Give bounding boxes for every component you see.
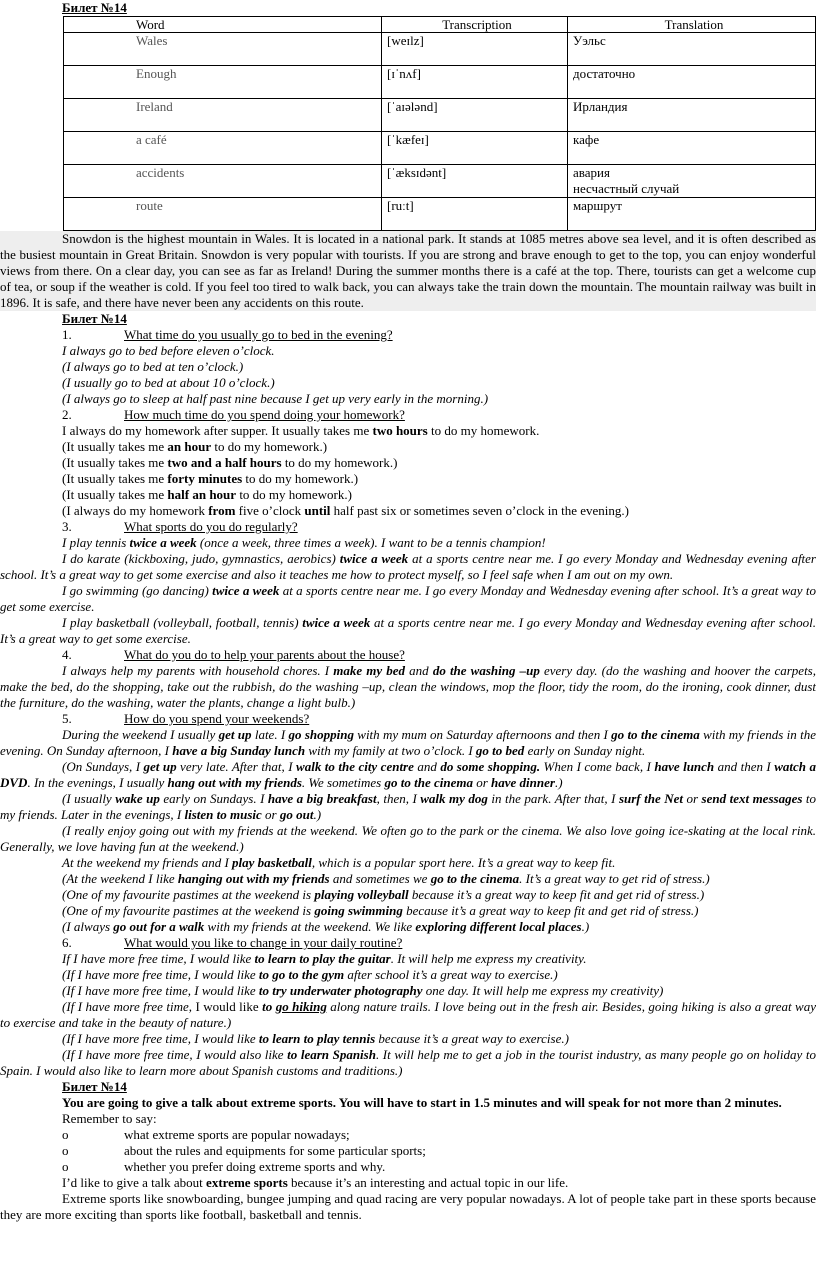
text-run: (If I have more free time, I would like xyxy=(62,1031,259,1046)
bold-phrase: from xyxy=(208,503,236,518)
text-run: (If I have more free time, I would also like xyxy=(62,1047,288,1062)
bold-phrase: to go to the gym xyxy=(258,967,345,982)
question-number: 5. xyxy=(62,711,72,726)
ticket-heading: Билет №14 xyxy=(62,311,127,326)
bold-phrase: have dinner xyxy=(491,775,555,790)
bold-phrase: play basketball xyxy=(232,855,312,870)
answer-line xyxy=(0,503,816,519)
text-run: I would like xyxy=(192,999,263,1014)
bold-phrase: playing volleyball xyxy=(314,887,409,902)
text-run: and xyxy=(405,663,433,678)
question-number: 6. xyxy=(62,935,72,950)
bold-phrase: wake up xyxy=(115,791,160,806)
table-header-row xyxy=(64,17,816,33)
bullet-marker: o xyxy=(62,1143,69,1158)
text-run: I play basketball (volleyball, football, tennis) xyxy=(62,615,303,630)
translation-line: несчастный случай xyxy=(573,181,680,196)
answer-line xyxy=(0,951,816,967)
bold-phrase: twice a week xyxy=(339,551,409,566)
answer-line xyxy=(0,455,816,471)
text-run: one day. It will help me express my creativity) xyxy=(422,983,664,998)
bold-phrase: an hour xyxy=(167,439,212,454)
cell-word: a café xyxy=(64,132,382,165)
text-run: . It’s a great way to get rid of stress.) xyxy=(519,871,710,886)
cell-translation: достаточно xyxy=(568,66,816,99)
cell-word: Wales xyxy=(64,33,382,66)
cell-transcription: [ˈæksɪdənt] xyxy=(382,165,568,198)
text-run: at a sports centre near me. I go every Monday and Wednesday evening after school. It’s a great way to get some exercise. xyxy=(0,583,816,614)
bold-phrase: go to the cinema xyxy=(611,727,700,742)
talk-body: Extreme sports like snowboarding, bungee jumping and quad racing are very popular nowadays. A lot of people take part in these sports because they are more exciting than sports like football, basketball and tennis. xyxy=(0,1191,816,1222)
text-run: to do my homework.) xyxy=(281,455,398,470)
text-run: . It will help me to get a job in the tourist industry, as many people go on holiday to Spain. I would also like to learn more about Spanish customs and traditions.) xyxy=(0,1047,816,1078)
text-run: with my mum on Saturday afternoons and then I xyxy=(353,727,612,742)
answer-line xyxy=(0,871,816,887)
text-run: .) xyxy=(581,919,590,934)
cell-translation: маршрут xyxy=(568,198,816,231)
table-row xyxy=(64,99,816,132)
question-3 xyxy=(0,519,816,535)
bold-phrase: go to the cinema xyxy=(384,775,473,790)
bold-phrase: get up xyxy=(143,759,177,774)
answer-line xyxy=(0,439,816,455)
text-run: with my friends at the weekend. We like xyxy=(204,919,416,934)
text-run: . It will help me express my creativity. xyxy=(390,951,587,966)
vocabulary-table xyxy=(63,16,816,231)
answer-line xyxy=(0,535,816,551)
question-2 xyxy=(0,407,816,423)
bold-phrase: go out xyxy=(279,807,314,822)
table-row xyxy=(64,165,816,198)
text-run: . In the evenings, I usually xyxy=(27,775,168,790)
question-1 xyxy=(0,327,816,343)
reading-text: Snowdon is the highest mountain in Wales. It is located in a national park. It stands at 1085 metres above sea level, and it is often described as the busiest mountain in Great Britain. Snowdon is very popular with tourists. If you are strong and brave enough to get to the top, you can enjoy wonderful views from there. On a clear day, you can see as far as Ireland! During the summer months there is a café at the top. There, tourists can get a welcome cup of tea, or soup if the weather is cold. If you feel too tired to walk back, you can always take the train down the mountain. The mountain railway was built in 1896. It is safe, and there have never been any accidents on this route. xyxy=(0,231,816,310)
text-run: I play tennis xyxy=(62,535,130,550)
bold-phrase: two and a half hours xyxy=(167,455,282,470)
text-run: (once a week, three times a week). I want to be a tennis champion! xyxy=(196,535,546,550)
text-run: to do my homework.) xyxy=(242,471,359,486)
cell-translation: Ирландия xyxy=(568,99,816,132)
text-run: or xyxy=(472,775,492,790)
text-run: . We sometimes xyxy=(301,775,385,790)
text-run: along nature trails. I love being out in the fresh air. Besides, going hiking is also a great way to exercise and take in the beauty of nature.) xyxy=(0,999,816,1030)
talk-task: You are going to give a talk about extreme sports. You will have to start in 1.5 minutes and will speak for not more than 2 minutes. xyxy=(62,1095,782,1110)
text-run: very late. After that, I xyxy=(176,759,297,774)
text-run: (It usually takes me xyxy=(62,439,168,454)
text-run: in the park. After that, I xyxy=(487,791,619,806)
bold-phrase: listen to music xyxy=(184,807,262,822)
bold-phrase: make my bed xyxy=(333,663,406,678)
bold-phrase: have a big breakfast xyxy=(267,791,377,806)
answer-paragraph xyxy=(0,583,816,615)
text-run: (It usually takes me xyxy=(62,487,168,502)
answer-paragraph xyxy=(0,551,816,583)
answer-paragraph xyxy=(0,791,816,823)
answer-line xyxy=(0,487,816,503)
text-run: to do my homework.) xyxy=(236,487,352,502)
bold-phrase: to try underwater photography xyxy=(258,983,423,998)
question-number: 4. xyxy=(62,647,72,662)
bold-phrase: have lunch xyxy=(654,759,715,774)
text-run: (One of my favourite pastimes at the weekend is xyxy=(62,903,315,918)
answer-paragraph xyxy=(0,1047,816,1079)
answer-line xyxy=(0,967,816,983)
text-run: or xyxy=(261,807,280,822)
table-row xyxy=(64,33,816,66)
bold-phrase: have a big Sunday lunch xyxy=(172,743,306,758)
text-run: , then, I xyxy=(376,791,421,806)
text-run: every day. (do the washing and hoover the carpets, make the bed, do the shopping, take out the rubbish, do the washing –up, clean the windows, mop the floor, tidy the room, do the ironing, cook dinner, dust the furniture, do the washing, water the plants, change a light bulb.) xyxy=(0,663,816,710)
answer-line: (I always go to bed at ten o’clock.) xyxy=(62,359,244,374)
answer-line xyxy=(0,903,816,919)
talk-intro xyxy=(0,1175,816,1191)
question-text: What time do you usually go to bed in the evening? xyxy=(124,327,393,342)
translation-line: авария xyxy=(573,165,610,180)
bold-phrase: to learn Spanish xyxy=(287,1047,376,1062)
bold-phrase: hanging out with my friends xyxy=(177,871,330,886)
text-run: At the weekend my friends and I xyxy=(62,855,233,870)
answer-line: I always go to bed before eleven o’clock. xyxy=(62,343,275,358)
bold-phrase: half an hour xyxy=(167,487,237,502)
answer-line xyxy=(0,983,816,999)
text-run: During the weekend I usually xyxy=(62,727,219,742)
text-run: late. I xyxy=(251,727,289,742)
text-run: I always do my homework after supper. It usually takes me xyxy=(62,423,373,438)
bold-phrase: send text messages xyxy=(701,791,803,806)
text-run: (It usually takes me xyxy=(62,455,168,470)
cell-transcription: [ɪˈnʌf] xyxy=(382,66,568,99)
text-run: I’d like to give a talk about xyxy=(62,1175,207,1190)
question-text: How do you spend your weekends? xyxy=(124,711,310,726)
bold-phrase: watch a DVD xyxy=(0,759,816,790)
cell-transcription: [ˈaɪələnd] xyxy=(382,99,568,132)
text-run: five o’clock xyxy=(235,503,305,518)
answer-paragraph xyxy=(0,999,816,1031)
text-run: I go swimming (go dancing) xyxy=(62,583,213,598)
bold-phrase: do some shopping. xyxy=(440,759,541,774)
list-item xyxy=(0,1127,816,1143)
cell-translation xyxy=(568,165,816,198)
text-run: (If I have more free time, I would like xyxy=(62,983,259,998)
ticket-heading: Билет №14 xyxy=(62,1079,127,1094)
answer-paragraph xyxy=(0,727,816,759)
question-5 xyxy=(0,711,816,727)
text-run: (I always do my homework xyxy=(62,503,209,518)
bold-phrase: until xyxy=(304,503,331,518)
cell-transcription: [ˈkæfeɪ] xyxy=(382,132,568,165)
text-run: (One of my favourite pastimes at the weekend is xyxy=(62,887,315,902)
bold-phrase: exploring different local places xyxy=(415,919,582,934)
bold-phrase: do the washing –up xyxy=(432,663,540,678)
text-run: If I have more free time, I would like xyxy=(62,951,255,966)
header-translation: Translation xyxy=(568,17,816,33)
cell-word: Ireland xyxy=(64,99,382,132)
bold-phrase: go shopping xyxy=(288,727,354,742)
answer-paragraph xyxy=(0,759,816,791)
bullet-text: what extreme sports are popular nowadays; xyxy=(124,1127,350,1142)
bold-phrase: forty minutes xyxy=(167,471,243,486)
bold-phrase: go to the cinema xyxy=(430,871,520,886)
bold-phrase: two hours xyxy=(372,423,428,438)
answer-line xyxy=(0,471,816,487)
text-run: because it’s a great way to keep fit and get rid of stress.) xyxy=(402,903,699,918)
bullet-marker: o xyxy=(62,1159,69,1174)
cell-transcription: [ruːt] xyxy=(382,198,568,231)
answer-paragraph xyxy=(0,615,816,647)
text-run: (I usually xyxy=(62,791,116,806)
bold-phrase: go to bed xyxy=(475,743,525,758)
text-run: and xyxy=(413,759,441,774)
text-run: (On Sundays, I xyxy=(62,759,144,774)
question-number: 2. xyxy=(62,407,72,422)
question-text: How much time do you spend doing your homework? xyxy=(124,407,405,422)
text-run: .) xyxy=(313,807,322,822)
text-run: to do my homework.) xyxy=(211,439,328,454)
text-run: (I always xyxy=(62,919,114,934)
bold-phrase: to xyxy=(262,999,276,1014)
text-run: at a sports centre near me. I go every Monday and Wednesday evening after school. It’s a great way to get some exercise and also it teaches me how to protect myself, so I feel safe when I am out on my own. xyxy=(0,551,816,582)
text-run: and then I xyxy=(714,759,775,774)
bold-phrase: to learn to play the guitar xyxy=(254,951,391,966)
answer-line xyxy=(0,919,816,935)
bold-phrase: twice a week xyxy=(212,583,280,598)
text-run: I always help my parents with household chores. I xyxy=(62,663,334,678)
text-run: at a sports centre near me. I go every Monday and Wednesday evening after school. It’s a great way to get some exercise. xyxy=(0,615,816,646)
text-run: half past six or sometimes seven o’clock in the evening.) xyxy=(330,503,629,518)
text-run: with my friends in the evening. On Sunday afternoon, I xyxy=(0,727,816,758)
bold-phrase: twice a week xyxy=(302,615,371,630)
cell-word: accidents xyxy=(64,165,382,198)
table-row xyxy=(64,132,816,165)
text-run: to do my homework. xyxy=(427,423,540,438)
text-run: .) xyxy=(554,775,563,790)
cell-word: route xyxy=(64,198,382,231)
text-run: early on Sundays. I xyxy=(159,791,268,806)
text-run: with my family at two o’clock. I xyxy=(305,743,476,758)
question-number: 3. xyxy=(62,519,72,534)
bold-underlined-phrase: go hiking xyxy=(275,999,327,1014)
answer-line: (I always go to sleep at half past nine because I get up very early in the morning.) xyxy=(62,391,489,406)
cell-translation: кафе xyxy=(568,132,816,165)
text-run: (If I have more free time, I would like xyxy=(62,967,259,982)
text-run: because it’s a great way to exercise.) xyxy=(375,1031,569,1046)
question-number: 1. xyxy=(62,327,72,342)
answer-line: (I usually go to bed at about 10 o’clock.) xyxy=(62,375,275,390)
question-text: What do you do to help your parents about the house? xyxy=(124,647,405,662)
header-transcription: Transcription xyxy=(382,17,568,33)
table-row xyxy=(64,198,816,231)
answer-line xyxy=(0,1031,816,1047)
text-run: to my friends. Later in the evenings, I xyxy=(0,791,816,822)
answer-line xyxy=(0,423,816,439)
text-run: because it’s an interesting and actual topic in our life. xyxy=(287,1175,569,1190)
answer-paragraph xyxy=(0,663,816,711)
header-word: Word xyxy=(64,17,382,33)
text-run: or xyxy=(683,791,702,806)
question-4 xyxy=(0,647,816,663)
list-item xyxy=(0,1143,816,1159)
text-run: after school it’s a great way to exercise.) xyxy=(344,967,558,982)
bold-phrase: going swimming xyxy=(314,903,403,918)
cell-translation: Уэльс xyxy=(568,33,816,66)
text-run: (It usually takes me xyxy=(62,471,168,486)
question-text: What sports do you do regularly? xyxy=(124,519,298,534)
bold-phrase: hang out with my friends xyxy=(167,775,302,790)
text-run: (At the weekend I like xyxy=(62,871,178,886)
remember-label: Remember to say: xyxy=(62,1111,157,1126)
answer-line xyxy=(0,855,816,871)
bold-phrase: get up xyxy=(218,727,252,742)
text-run: and sometimes we xyxy=(329,871,431,886)
ticket-heading: Билет №14 xyxy=(62,0,127,15)
bold-phrase: to learn to play tennis xyxy=(258,1031,376,1046)
bold-phrase: walk my dog xyxy=(420,791,488,806)
answer-paragraph: (I really enjoy going out with my friends at the weekend. We often go to the park or the cinema. We also love going ice-skating at the local rink. Generally, we love having fun at the weekend.) xyxy=(0,823,816,854)
text-run: , which is a popular sport here. It’s a great way to keep fit. xyxy=(311,855,616,870)
cell-word: Enough xyxy=(64,66,382,99)
answer-line xyxy=(0,887,816,903)
bullet-marker: o xyxy=(62,1127,69,1142)
text-run: (If I have more free time, xyxy=(62,999,192,1014)
bold-phrase: extreme sports xyxy=(206,1175,288,1190)
bold-phrase: twice a week xyxy=(129,535,197,550)
bold-phrase: go out for a walk xyxy=(113,919,205,934)
text-run: because it’s a great way to keep fit and get rid of stress.) xyxy=(408,887,705,902)
table-row xyxy=(64,66,816,99)
text-run: early on Sunday night. xyxy=(524,743,646,758)
bold-phrase: walk to the city centre xyxy=(296,759,414,774)
question-6 xyxy=(0,935,816,951)
text-run: I do karate (kickboxing, judo, gymnastics, aerobics) xyxy=(62,551,340,566)
list-item xyxy=(0,1159,816,1175)
bullet-text: whether you prefer doing extreme sports and why. xyxy=(124,1159,386,1174)
cell-transcription: [weɪlz] xyxy=(382,33,568,66)
bold-phrase: surf the Net xyxy=(618,791,683,806)
text-run: When I come back, I xyxy=(540,759,655,774)
bullet-text: about the rules and equipments for some particular sports; xyxy=(124,1143,426,1158)
question-text: What would you like to change in your daily routine? xyxy=(124,935,403,950)
